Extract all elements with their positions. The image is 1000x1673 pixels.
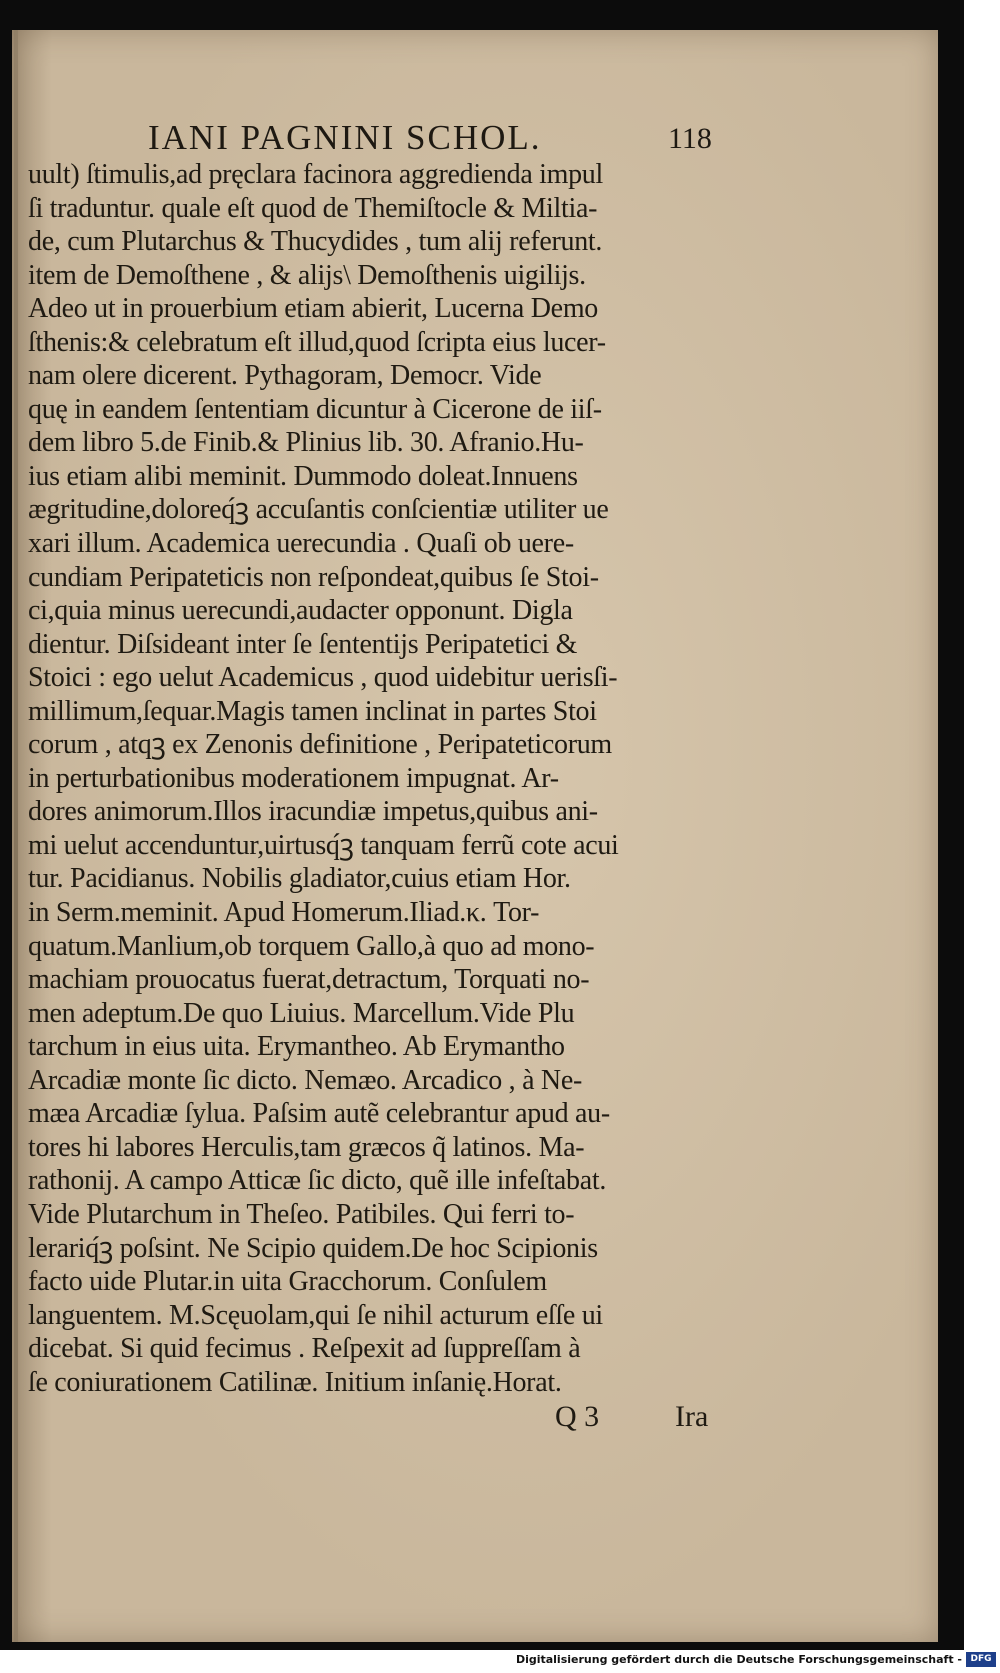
text-line: dientur. Diſsideant inter ſe ſententijs Peripatetici & bbox=[28, 628, 578, 660]
text-line: cundiam Peripateticis non reſpondeat,quibus ſe Stoi- bbox=[28, 561, 599, 593]
text-line: tores hi labores Herculis,tam græcos q̃ latinos. Ma- bbox=[28, 1131, 585, 1163]
text-line: ſthenis:& celebratum eſt illud,quod ſcripta eius lucer- bbox=[28, 326, 606, 358]
dfg-logo-icon: DFG bbox=[966, 1652, 996, 1667]
text-line: tur. Pacidianus. Nobilis gladiator,cuius etiam Hor. bbox=[28, 863, 571, 895]
text-line: facto uide Plutar.in uita Gracchorum. Conſulem bbox=[28, 1266, 547, 1298]
catchword: Ira bbox=[675, 1400, 709, 1433]
text-line: dicebat. Si quid fecimus . Reſpexit ad ſuppreſſam à bbox=[28, 1333, 581, 1365]
text-line: ius etiam alibi meminit. Dummodo doleat.Innuens bbox=[28, 460, 578, 492]
text-line: rathonij. A campo Atticæ ſic dicto, quẽ ille infeſtabat. bbox=[28, 1165, 607, 1197]
text-line: in Serm.meminit. Apud Homerum.Iliad.κ. Tor- bbox=[28, 897, 540, 929]
text-line: quatum.Manlium,ob torquem Gallo,à quo ad mono- bbox=[28, 930, 595, 962]
text-line: nam olere dicerent. Pythagoram, Democr. Vide bbox=[28, 360, 542, 392]
text-line: dores animorum.Illos iracundiæ impetus,quibus ani- bbox=[28, 796, 598, 828]
text-line: uult) ſtimulis,ad pręclara facinora aggredienda impul bbox=[28, 159, 603, 190]
text-line: Arcadiæ monte ſic dicto. Nemæo. Arcadico , à Ne- bbox=[28, 1064, 582, 1096]
text-line: Stoici : ego uelut Academicus , quod uidebitur uerisſi- bbox=[28, 662, 618, 694]
text-line: ci,quia minus uerecundi,audacter opponunt. Digla bbox=[28, 595, 573, 627]
text-line: ſi traduntur. quale eſt quod de Themiſtocle & Miltia- bbox=[28, 192, 598, 224]
text-line: in perturbationibus moderationem impugnat. Ar- bbox=[28, 762, 559, 794]
text-line: quę in eandem ſententiam dicuntur à Cicerone de iiſ- bbox=[28, 393, 602, 425]
text-line: millimum,ſequar.Magis tamen inclinat in partes Stoi bbox=[28, 695, 597, 727]
signature-mark: Q 3 bbox=[555, 1400, 600, 1433]
text-line: machiam prouocatus fuerat,detractum, Torquati no- bbox=[28, 964, 590, 996]
text-line: mi uelut accenduntur,uirtusq́ꝫ tanquam ferrũ cote acui bbox=[28, 829, 619, 861]
footer-bar bbox=[0, 1650, 1000, 1673]
text-line: dem libro 5.de Finib.& Plinius lib. 30. Afranio.Hu- bbox=[28, 427, 584, 459]
running-head: IANI PAGNINI SCHOL. bbox=[148, 118, 542, 157]
funding-credit: Digitalisierung gefördert durch die Deutsche Forschungsgemeinschaft - bbox=[515, 1653, 962, 1666]
text-line: mæa Arcadiæ ſylua. Paſsim autẽ celebrantur apud au- bbox=[28, 1098, 610, 1130]
text-line: languentem. M.Scęuolam,qui ſe nihil acturum eſſe ui bbox=[28, 1299, 603, 1331]
text-line: ſe coniurationem Catilinæ. Initium inſanię.Horat. bbox=[28, 1366, 562, 1398]
text-line: men adeptum.De quo Liuius. Marcellum.Vide Plu bbox=[28, 997, 575, 1029]
page-gutter bbox=[14, 30, 18, 1642]
text-line: lerariq́ꝫ poſsint. Ne Scipio quidem.De hoc Scipionis bbox=[28, 1232, 598, 1264]
text-line: xari illum. Academica uerecundia . Quaſi ob uere- bbox=[28, 528, 574, 560]
page-number: 118 bbox=[668, 122, 712, 155]
text-line: ægritudine,doloreq́ꝫ accuſantis conſcientiæ utiliter ue bbox=[28, 494, 609, 526]
text-line: tarchum in eius uita. Erymantheo. Ab Erymantho bbox=[28, 1031, 565, 1063]
text-line: Vide Plutarchum in Theſeo. Patibiles. Qui ferri to- bbox=[28, 1198, 575, 1230]
text-line: Adeo ut in prouerbium etiam abierit, Lucerna Demo bbox=[28, 293, 598, 325]
text-block bbox=[28, 158, 730, 1399]
text-line: corum , atqꝫ ex Zenonis definitione , Peripateticorum bbox=[28, 729, 612, 761]
text-line: de, cum Plutarchus & Thucydides , tum alij referunt. bbox=[28, 226, 603, 258]
catchword-line bbox=[555, 1400, 735, 1440]
text-line: item de Demoſthene , & alijs\ Demoſthenis uigilijs. bbox=[28, 259, 586, 291]
